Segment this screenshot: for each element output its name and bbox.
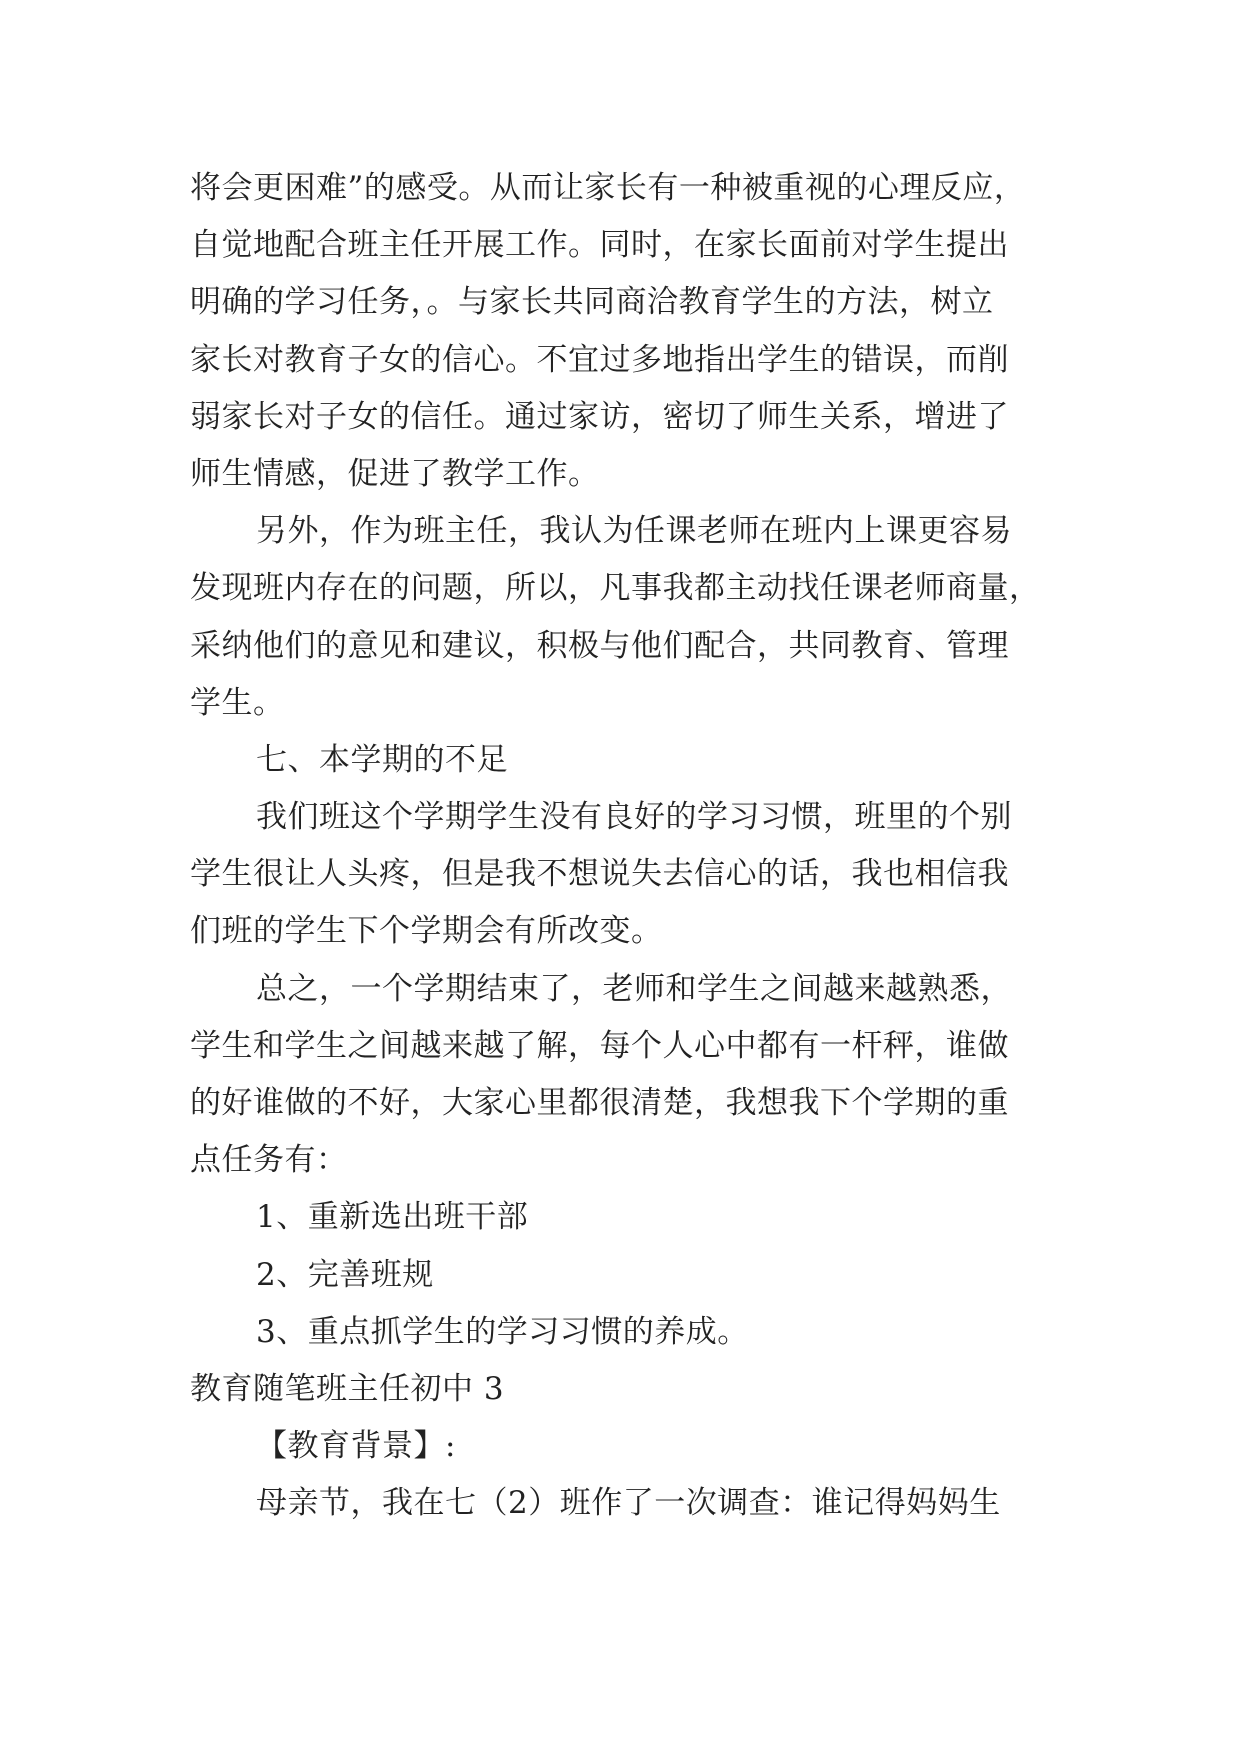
paragraph-line: 弱家长对子女的信任。通过家访，密切了师生关系，增进了 xyxy=(190,398,1009,435)
paragraph-line: 采纳他们的意见和建议，积极与他们配合，共同教育、管理 xyxy=(190,627,1009,664)
paragraph-line: 点任务有： xyxy=(190,1142,348,1179)
paragraph-line: 另外，作为班主任，我认为任课老师在班内上课更容易 xyxy=(256,513,1012,550)
paragraph-line: 我们班这个学期学生没有良好的学习习惯，班里的个别 xyxy=(256,799,1012,836)
paragraph-line: 的好谁做的不好，大家心里都很清楚，我想我下个学期的重 xyxy=(190,1085,1009,1121)
paragraph-line: 自觉地配合班主任开展工作。同时，在家长面前对学生提出 xyxy=(190,227,1009,264)
paragraph-line: 母亲节，我在七（2）班作了一次调查：谁记得妈妈生 xyxy=(256,1485,1001,1522)
paragraph-line: 学生和学生之间越来越了解，每个人心中都有一杆秤，谁做 xyxy=(190,1027,1009,1064)
list-item: 2、完善班规 xyxy=(256,1256,434,1293)
article-title: 教育随笔班主任初中 3 xyxy=(190,1370,505,1407)
list-item: 3、重点抓学生的学习习惯的养成。 xyxy=(256,1313,749,1350)
paragraph-line: 发现班内存在的问题，所以，凡事我都主动找任课老师商量， xyxy=(190,570,1041,607)
document-body xyxy=(190,160,1050,1533)
paragraph-line: 师生情感，促进了教学工作。 xyxy=(190,455,600,492)
paragraph-line: 明确的学习任务，。与家长共同商洽教育学生的方法，树立 xyxy=(190,284,994,321)
paragraph-line: 们班的学生下个学期会有所改变。 xyxy=(190,913,663,950)
paragraph-line: 学生很让人头疼，但是我不想说失去信心的话，我也相信我 xyxy=(190,856,1009,893)
paragraph-line: 家长对教育子女的信心。不宜过多地指出学生的错误，而削 xyxy=(190,341,1009,378)
section-heading: 七、本学期的不足 xyxy=(256,741,508,778)
section-heading: 【教育背景】: xyxy=(256,1428,456,1465)
list-item: 1、重新选出班干部 xyxy=(256,1199,529,1236)
paragraph-line: 学生。 xyxy=(190,684,285,721)
paragraph-line: 将会更困难”的感受。从而让家长有一种被重视的心理反应， xyxy=(190,170,1026,206)
paragraph-line: 总之，一个学期结束了，老师和学生之间越来越熟悉， xyxy=(256,970,1012,1007)
